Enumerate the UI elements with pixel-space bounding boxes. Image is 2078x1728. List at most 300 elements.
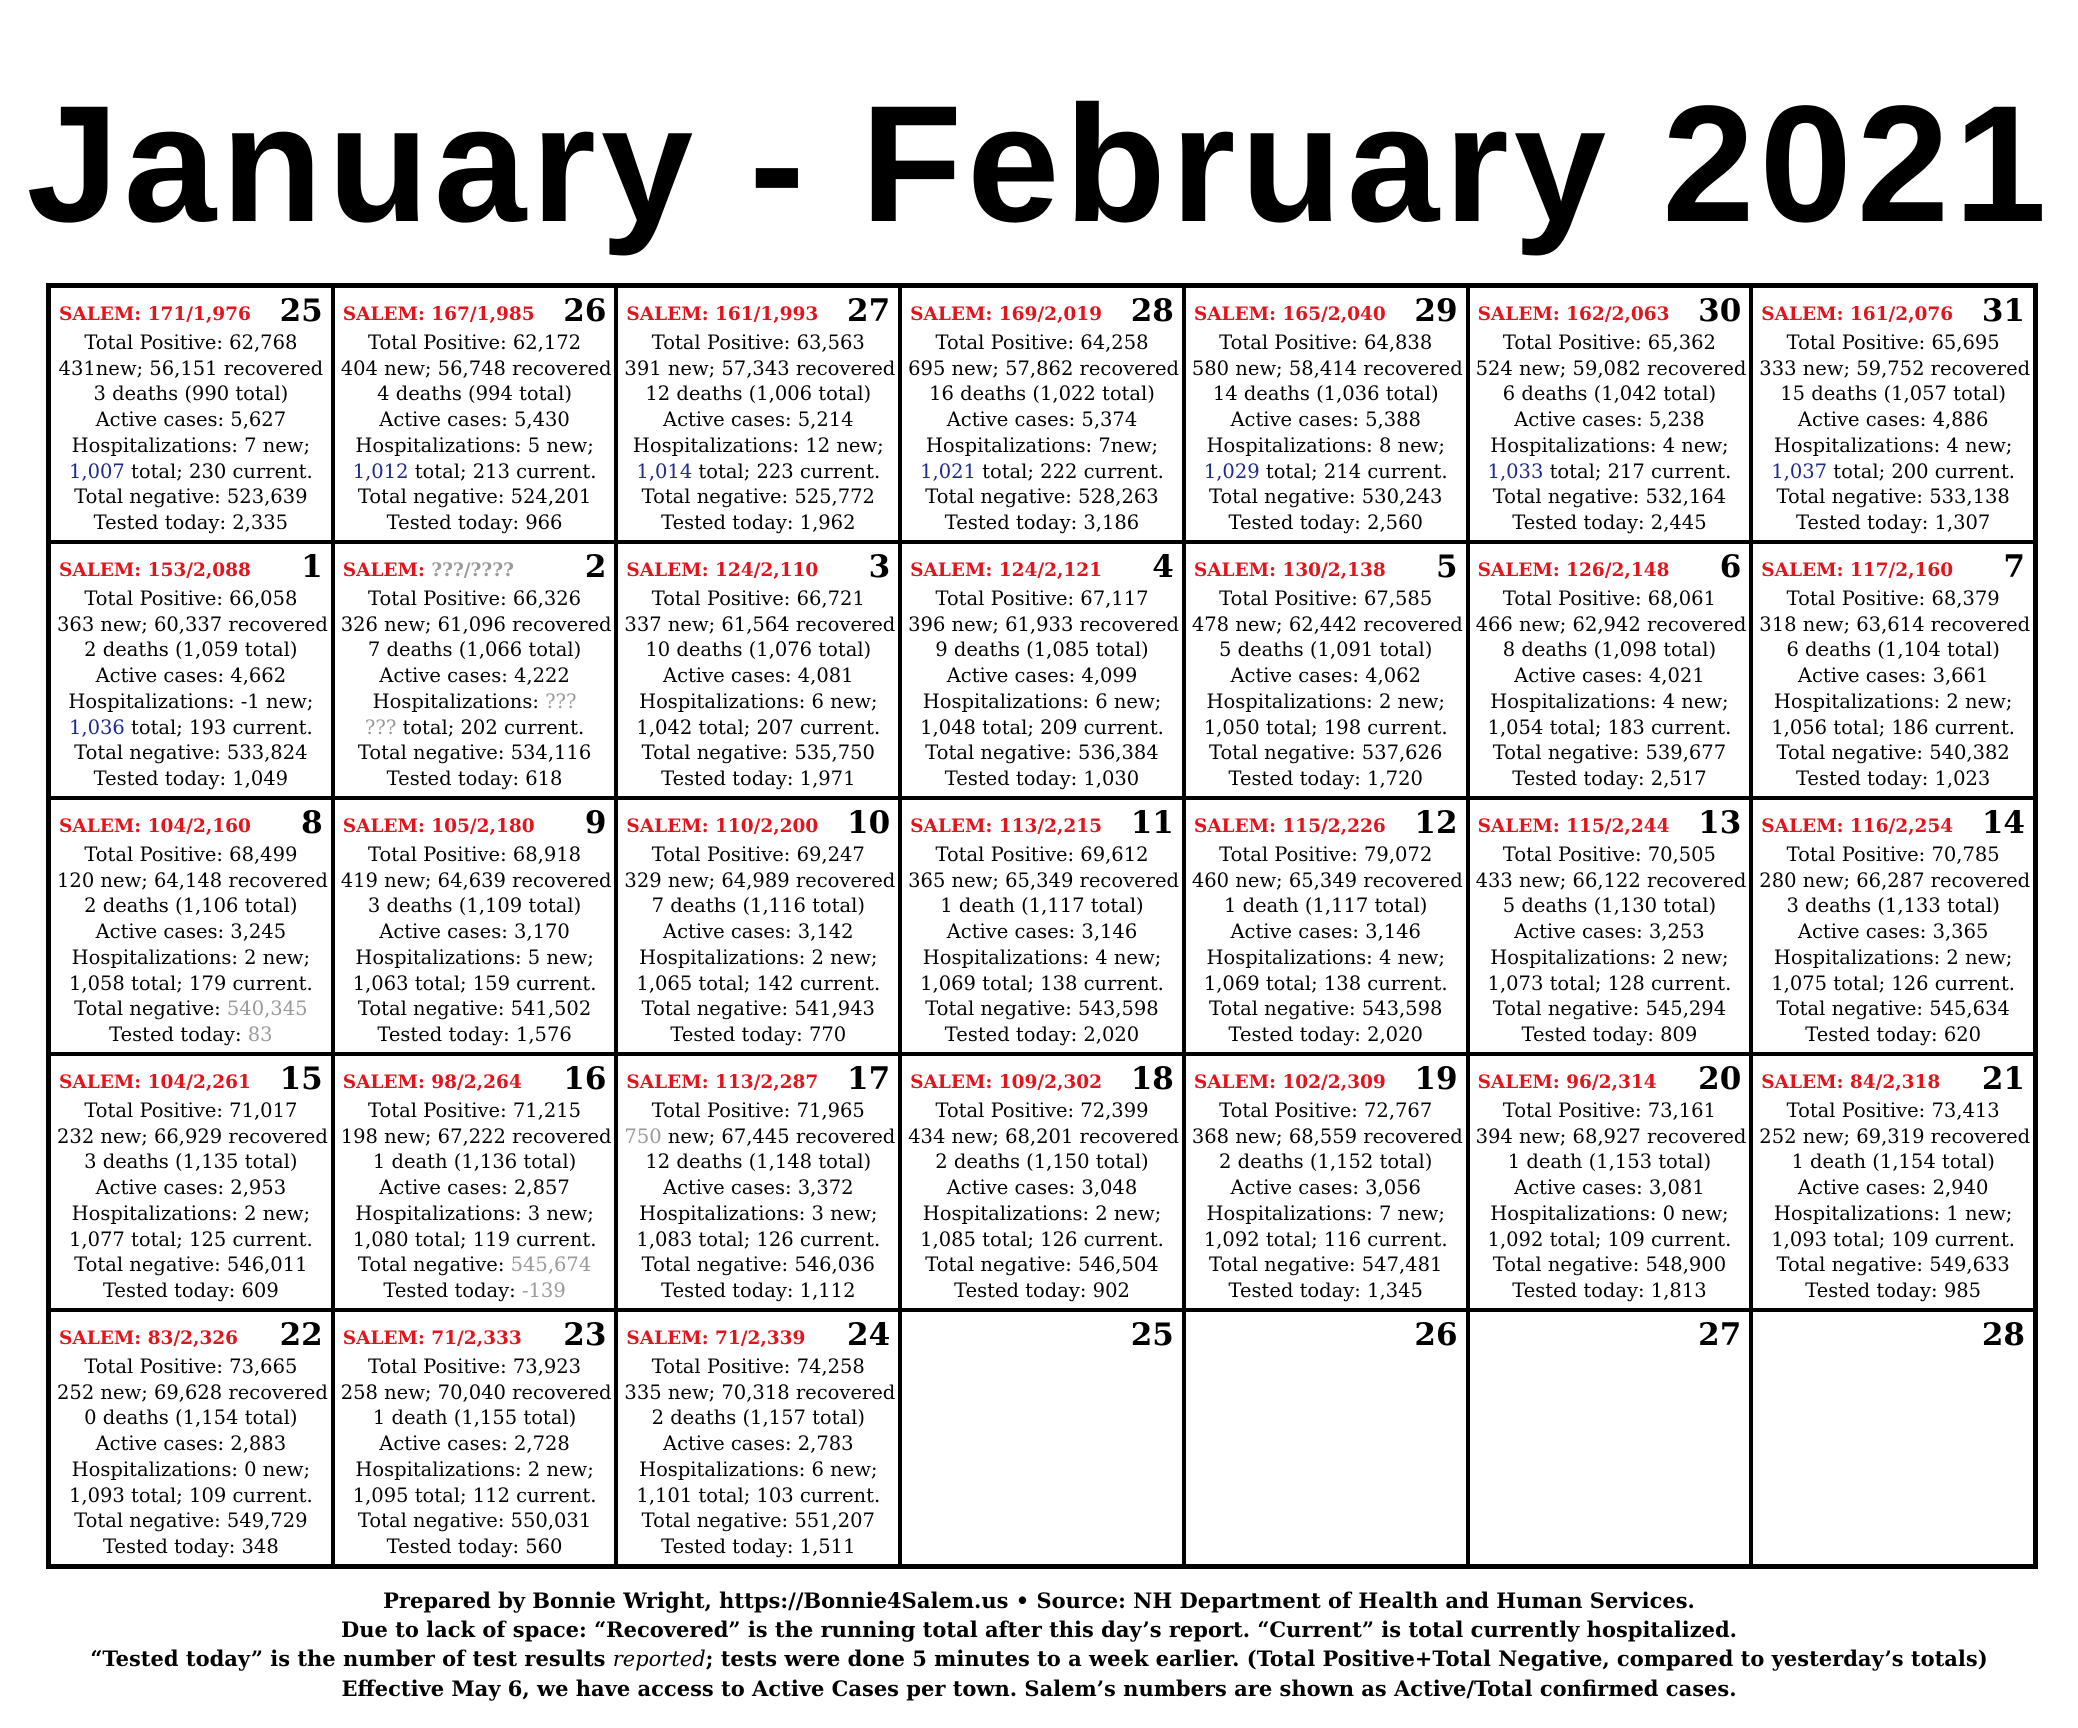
hospitalizations-line (1759, 689, 2027, 715)
day-stats (1191, 586, 1463, 792)
day-cell (1184, 798, 1468, 1054)
day-number: 25 (1130, 1317, 1174, 1353)
negative-value: 550,031 (510, 1509, 592, 1533)
total-positive-label: Total Positive: (1502, 331, 1648, 354)
tested-today-line (1476, 510, 1744, 536)
hosp-label: Hospitalizations: (71, 1457, 245, 1481)
total-negative-line (624, 996, 892, 1022)
total-positive-value: 79,072 (1364, 843, 1433, 866)
total-positive-label: Total Positive: (368, 331, 513, 354)
negative-value: 533,138 (1929, 485, 2010, 509)
day-number: 22 (279, 1317, 323, 1353)
negative-value: 545,294 (1645, 997, 1727, 1021)
active-value: 2,857 (514, 1176, 570, 1200)
hosp-total-line (1476, 971, 1744, 997)
salem-unknown: ???/???? (431, 560, 514, 581)
hosp-total-line (1192, 971, 1460, 997)
salem-label: SALEM: 109/2,302 (910, 1072, 1103, 1093)
tested-today-line (908, 1278, 1176, 1304)
total-positive-line (341, 586, 609, 612)
salem-count (1759, 1349, 1761, 1352)
hospitalizations-line (341, 689, 609, 715)
new-recovered-line (57, 1124, 328, 1150)
tested-today-line (57, 1534, 325, 1560)
active-value: 5,374 (1081, 408, 1138, 432)
total-negative-line (341, 484, 609, 510)
negative-unverified: 545,674 (510, 1253, 592, 1277)
hosp-new: 4 new; (1095, 945, 1162, 969)
hospitalizations-line (624, 433, 892, 459)
salem-count (624, 1328, 805, 1352)
deaths-text: 1 death (1,153 total) (1507, 1150, 1712, 1174)
salem-count (1476, 1349, 1478, 1352)
salem-label: SALEM: 110/2,200 (626, 816, 819, 837)
hosp-current-text: total; 200 current. (1827, 459, 2016, 483)
hosp-total-line (908, 715, 1176, 741)
total-positive-value: 64,258 (1080, 331, 1149, 354)
total-positive-label: Total Positive: (368, 1355, 513, 1378)
active-cases-line (908, 663, 1176, 689)
day-number: 19 (1414, 1061, 1458, 1097)
deaths-line (57, 381, 325, 407)
deaths-line (57, 1149, 325, 1175)
hosp-current-text: 1,101 total; 103 current. (636, 1483, 881, 1507)
active-cases-line (57, 919, 325, 945)
tested-value: 560 (525, 1534, 563, 1558)
hosp-new: 2 new; (244, 945, 311, 969)
tested-today-line (57, 1022, 325, 1048)
tested-today-line (624, 1278, 892, 1304)
hosp-new: 7 new; (244, 433, 311, 457)
tested-value: 1,112 (799, 1278, 856, 1302)
new-recovered-text: 419 new; 64,639 recovered (340, 868, 612, 892)
day-header (1192, 804, 1460, 840)
hosp-new: 0 new; (1662, 1201, 1729, 1225)
active-label: Active cases: (95, 920, 231, 944)
negative-label: Total negative: (641, 485, 795, 509)
day-stats (624, 1098, 896, 1304)
new-recovered-text: 258 new; 70,040 recovered (340, 1380, 612, 1404)
tested-today-line (1476, 1022, 1744, 1048)
footer-active-note: Effective May 6, we have access to Active Cases per town. Salem’s numbers are shown as Active/Total confirmed cases. (341, 1676, 1737, 1701)
total-positive-line (57, 586, 325, 612)
active-value: 3,081 (1648, 1176, 1705, 1200)
new-recovered-text: 391 new; 57,343 recovered (624, 356, 896, 380)
hosp-new: 2 new; (1378, 689, 1445, 713)
active-label: Active cases: (379, 1432, 514, 1456)
deaths-line (1192, 893, 1460, 919)
day-cell (333, 542, 617, 798)
hosp-new: 1 new; (1946, 1201, 2013, 1225)
active-value: 4,099 (1081, 664, 1138, 688)
hosp-total-value: 1,012 (352, 459, 409, 483)
active-cases-line (57, 1175, 325, 1201)
hosp-total-line (341, 1227, 609, 1253)
total-positive-value: 71,215 (512, 1099, 582, 1122)
day-header (1759, 804, 2027, 840)
tested-today-line (341, 766, 609, 792)
new-recovered-line (57, 612, 328, 638)
total-positive-line (341, 330, 609, 356)
day-stats (624, 1354, 896, 1560)
new-recovered-line (340, 1380, 612, 1406)
total-positive-line (624, 330, 892, 356)
day-stats (340, 1354, 612, 1560)
salem-count (908, 1072, 1102, 1096)
hosp-new: 4 new; (1378, 945, 1445, 969)
deaths-text: 4 deaths (994 total) (377, 382, 572, 406)
day-cell (1468, 1310, 1752, 1566)
total-positive-line (1476, 330, 1744, 356)
hosp-current-text: total; 213 current. (408, 459, 597, 483)
tested-value: 1,511 (799, 1534, 856, 1558)
deaths-line (341, 1149, 609, 1175)
new-recovered-line (340, 868, 612, 894)
hosp-label: Hospitalizations: (355, 433, 528, 457)
day-cell (616, 798, 900, 1054)
tested-label: Tested today: (1228, 1278, 1368, 1302)
active-label: Active cases: (1514, 920, 1649, 944)
deaths-line (1759, 637, 2027, 663)
salem-label: SALEM: 124/2,110 (626, 560, 819, 581)
total-positive-line (1192, 586, 1460, 612)
active-cases-line (57, 663, 325, 689)
hosp-current-text: 1,092 total; 109 current. (1487, 1227, 1732, 1251)
hosp-label: Hospitalizations: (925, 433, 1099, 457)
day-number: 13 (1698, 805, 1742, 841)
day-header (908, 1060, 1176, 1096)
active-label: Active cases: (1230, 920, 1366, 944)
day-number: 14 (1981, 805, 2025, 841)
total-negative-line (1759, 996, 2027, 1022)
day-cell (1751, 1310, 2035, 1566)
negative-label: Total negative: (1209, 741, 1362, 765)
hosp-label: Hospitalizations: (639, 1201, 812, 1225)
new-recovered-text: 232 new; 66,929 recovered (57, 1124, 328, 1148)
hosp-new: 6 new; (811, 689, 878, 713)
hosp-current-text: 1,069 total; 138 current. (1203, 971, 1448, 995)
deaths-text: 12 deaths (1,006 total) (645, 382, 872, 406)
new-recovered-line (1759, 868, 2031, 894)
hosp-total-line (908, 971, 1176, 997)
total-negative-line (908, 740, 1176, 766)
negative-label: Total negative: (641, 741, 795, 765)
negative-value: 546,011 (226, 1253, 308, 1277)
day-stats (1475, 842, 1747, 1048)
total-positive-line (624, 586, 892, 612)
total-positive-value: 72,399 (1080, 1099, 1149, 1122)
hosp-new: -1 new; (240, 689, 314, 713)
negative-value: 530,243 (1361, 485, 1443, 509)
total-positive-line (908, 842, 1176, 868)
hospitalizations-line (908, 1201, 1176, 1227)
deaths-line (1476, 1149, 1744, 1175)
tested-today-line (1192, 1278, 1460, 1304)
new-recovered-text: 431new; 56,151 recovered (58, 356, 324, 380)
day-header (908, 804, 1176, 840)
total-negative-line (341, 740, 609, 766)
negative-value: 551,207 (794, 1509, 875, 1533)
new-recovered-text: 363 new; 60,337 recovered (57, 612, 328, 636)
tested-today-line (908, 766, 1176, 792)
day-number: 25 (279, 293, 323, 329)
day-cell (616, 1054, 900, 1310)
hospitalizations-line (1192, 1201, 1460, 1227)
hosp-total-unknown: ??? (364, 715, 397, 739)
deaths-line (57, 637, 325, 663)
day-stats (908, 330, 1179, 536)
active-cases-line (341, 1431, 609, 1457)
total-positive-line (908, 586, 1176, 612)
hosp-label: Hospitalizations: (355, 1201, 528, 1225)
day-number: 16 (563, 1061, 607, 1097)
tested-today-line (624, 766, 892, 792)
day-stats (57, 842, 328, 1048)
tested-label: Tested today: (1805, 1022, 1944, 1046)
total-positive-label: Total Positive: (651, 1099, 797, 1122)
total-positive-line (624, 1354, 892, 1380)
deaths-text: 3 deaths (1,135 total) (84, 1150, 298, 1174)
hosp-label: Hospitalizations: (71, 945, 245, 969)
deaths-line (341, 1405, 609, 1431)
hosp-label: Hospitalizations: (71, 433, 245, 457)
tested-label: Tested today: (1795, 766, 1935, 790)
total-positive-label: Total Positive: (1219, 331, 1364, 354)
active-cases-line (1192, 663, 1460, 689)
new-recovered-text: 120 new; 64,148 recovered (57, 868, 328, 892)
day-number: 20 (1698, 1061, 1742, 1097)
salem-count (1192, 1072, 1386, 1096)
new-recovered-line (624, 1124, 896, 1150)
hosp-total-line (1192, 1227, 1460, 1253)
tested-value: 2,517 (1650, 766, 1707, 790)
deaths-text: 1 death (1,155 total) (372, 1406, 577, 1430)
salem-label: SALEM: 153/2,088 (59, 560, 251, 581)
deaths-line (1476, 637, 1744, 663)
hosp-total-line (341, 715, 609, 741)
hospitalizations-line (1476, 433, 1744, 459)
hosp-new: 6 new; (1095, 689, 1162, 713)
deaths-line (1476, 893, 1744, 919)
tested-value: 1,962 (799, 510, 856, 534)
salem-count (908, 560, 1102, 584)
day-stats (624, 330, 896, 536)
total-positive-label: Total Positive: (935, 843, 1081, 866)
day-cell (333, 798, 617, 1054)
salem-label: SALEM: 113/2,215 (910, 816, 1103, 837)
hosp-new: 8 new; (1378, 433, 1445, 457)
total-positive-line (1759, 842, 2027, 868)
salem-count (908, 304, 1102, 328)
negative-label: Total negative: (74, 1509, 227, 1533)
hosp-new-unknown: ??? (545, 689, 577, 713)
salem-label: SALEM: 130/2,138 (1193, 560, 1386, 581)
total-positive-value: 73,161 (1647, 1099, 1716, 1122)
day-number: 24 (847, 1317, 891, 1353)
tested-value: 1,720 (1367, 766, 1423, 790)
day-stats (57, 586, 328, 792)
deaths-line (57, 893, 325, 919)
active-cases-line (1759, 663, 2027, 689)
total-positive-label: Total Positive: (368, 843, 513, 866)
hosp-label: Hospitalizations: (1773, 689, 1947, 713)
deaths-line (57, 1405, 325, 1431)
deaths-text: 2 deaths (1,152 total) (1219, 1150, 1433, 1174)
salem-count (1759, 560, 1953, 584)
new-recovered-text: 396 new; 61,933 recovered (908, 612, 1179, 636)
salem-label: SALEM: 83/2,326 (59, 1328, 239, 1349)
deaths-line (341, 893, 609, 919)
active-value: 2,883 (230, 1432, 287, 1456)
negative-label: Total negative: (357, 997, 511, 1021)
total-negative-line (57, 1252, 325, 1278)
hosp-total-line (1759, 715, 2027, 741)
new-recovered-line (908, 356, 1179, 382)
new-recovered-text: 252 new; 69,319 recovered (1759, 1124, 2031, 1148)
active-value: 3,661 (1932, 664, 1989, 688)
hosp-current-text: 1,056 total; 186 current. (1771, 715, 2016, 739)
salem-label: SALEM: (342, 560, 432, 581)
salem-label: SALEM: 161/2,076 (1761, 304, 1954, 325)
day-stats (340, 1098, 612, 1304)
total-negative-line (57, 996, 325, 1022)
day-stats (340, 842, 612, 1048)
total-positive-value: 72,767 (1364, 1099, 1433, 1122)
day-header (341, 548, 609, 584)
active-cases-line (624, 663, 892, 689)
tested-value: 348 (241, 1534, 279, 1558)
total-negative-line (57, 484, 325, 510)
hosp-current-text: 1,077 total; 125 current. (68, 1227, 313, 1251)
day-cell (1751, 798, 2035, 1054)
day-header (57, 548, 325, 584)
total-positive-value: 68,918 (512, 843, 582, 866)
salem-label: SALEM: 104/2,160 (59, 816, 251, 837)
day-stats (1759, 842, 2031, 1048)
negative-value: 549,729 (226, 1509, 308, 1533)
new-recovered-line (1759, 612, 2031, 638)
total-negative-line (624, 740, 892, 766)
tested-unverified: 83 (247, 1022, 273, 1046)
total-positive-value: 62,768 (229, 331, 298, 354)
day-stats (57, 330, 325, 536)
active-value: 3,146 (1365, 920, 1421, 944)
day-header (1476, 804, 1744, 840)
total-negative-line (1759, 484, 2027, 510)
active-label: Active cases: (379, 408, 514, 432)
day-header (341, 292, 609, 328)
tested-today-line (341, 1022, 609, 1048)
deaths-line (908, 381, 1176, 407)
tested-today-line (1476, 766, 1744, 792)
total-negative-line (908, 1252, 1176, 1278)
hospitalizations-line (1759, 945, 2027, 971)
hosp-label: Hospitalizations: (632, 433, 806, 457)
day-stats (1475, 586, 1747, 792)
hosp-current-text: total; 230 current. (124, 459, 313, 483)
hosp-current-text: 1,083 total; 126 current. (636, 1227, 881, 1251)
active-cases-line (624, 919, 892, 945)
deaths-line (624, 637, 892, 663)
hospitalizations-line (1476, 945, 1744, 971)
salem-count (1476, 1072, 1657, 1096)
total-negative-line (341, 996, 609, 1022)
day-cell (1184, 286, 1468, 542)
salem-label: SALEM: 115/2,226 (1193, 816, 1386, 837)
deaths-line (908, 893, 1176, 919)
tested-label: Tested today: (944, 1022, 1084, 1046)
day-cell (616, 542, 900, 798)
tested-label: Tested today: (1795, 510, 1935, 534)
day-header (1759, 1060, 2027, 1096)
new-recovered-line (57, 868, 328, 894)
hosp-current-text: total; 222 current. (975, 459, 1164, 483)
active-cases-line (341, 1175, 609, 1201)
active-value: 5,627 (230, 408, 287, 432)
negative-value: 535,750 (794, 741, 875, 765)
day-number: 15 (279, 1061, 323, 1097)
salem-count (908, 816, 1102, 840)
total-positive-label: Total Positive: (1786, 587, 1932, 610)
hospitalizations-line (57, 1457, 325, 1483)
day-cell (1751, 1054, 2035, 1310)
tested-label: Tested today: (661, 766, 800, 790)
active-value: 5,214 (797, 408, 854, 432)
day-cell (1751, 542, 2035, 798)
hosp-label: Hospitalizations: (1490, 433, 1663, 457)
new-recovered-line (57, 1380, 328, 1406)
hosp-current-text: 1,048 total; 209 current. (920, 715, 1164, 739)
salem-count (341, 816, 535, 840)
active-label: Active cases: (946, 920, 1082, 944)
active-label: Active cases: (1230, 1176, 1366, 1200)
total-positive-label: Total Positive: (368, 587, 513, 610)
hosp-label: Hospitalizations: (355, 945, 528, 969)
hospitalizations-line (1192, 945, 1460, 971)
total-positive-value: 67,585 (1364, 587, 1433, 610)
tested-today-line (341, 1534, 609, 1560)
deaths-line (624, 381, 892, 407)
active-value: 3,365 (1932, 920, 1989, 944)
new-cases-unverified: 750 (624, 1124, 662, 1148)
active-label: Active cases: (1797, 408, 1933, 432)
active-cases-line (908, 1175, 1176, 1201)
active-label: Active cases: (379, 1176, 514, 1200)
hospitalizations-line (624, 945, 892, 971)
tested-today-line (1192, 766, 1460, 792)
hosp-new: 2 new; (1095, 1201, 1162, 1225)
hosp-total-line (908, 459, 1176, 485)
hosp-label: Hospitalizations: (372, 689, 546, 713)
total-positive-value: 62,172 (512, 331, 582, 354)
deaths-line (341, 637, 609, 663)
hosp-total-line (57, 715, 325, 741)
salem-count (1192, 1349, 1194, 1352)
salem-label: SALEM: 71/2,339 (626, 1328, 806, 1349)
day-cell (1468, 286, 1752, 542)
day-number: 31 (1981, 293, 2025, 329)
total-negative-line (1476, 484, 1744, 510)
new-recovered-text: 335 new; 70,318 recovered (624, 1380, 896, 1404)
salem-count (57, 1328, 238, 1352)
active-label: Active cases: (663, 920, 798, 944)
hosp-new: 2 new; (244, 1201, 311, 1225)
salem-count (624, 816, 818, 840)
deaths-text: 1 death (1,136 total) (372, 1150, 577, 1174)
tested-today-line (57, 510, 325, 536)
total-negative-line (1476, 1252, 1744, 1278)
day-stats (624, 842, 896, 1048)
